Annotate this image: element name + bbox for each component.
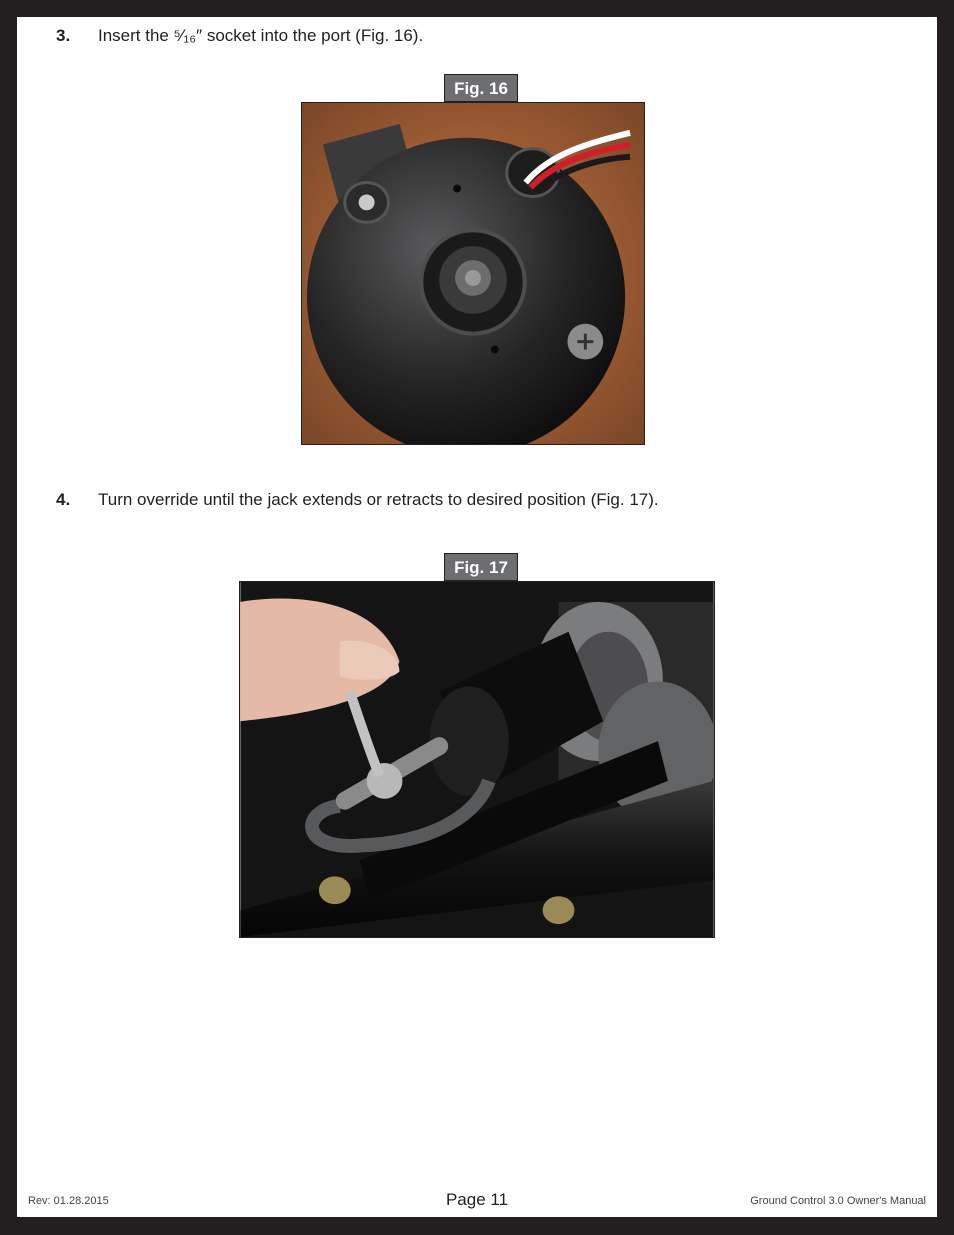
step-text: Turn override until the jack extends or retracts to desired position (Fig. 17). [98, 490, 659, 509]
manual-page [17, 17, 937, 1217]
step-number: 3. [56, 26, 71, 45]
figure-label-16: Fig. 16 [444, 74, 518, 102]
figure-16-photo [301, 102, 645, 445]
figure-label-17: Fig. 17 [444, 553, 518, 581]
motor-end-cap-photo [302, 103, 644, 444]
step-text: Insert the ⁵⁄₁₆″ socket into the port (Fig. 16). [98, 26, 424, 45]
figure-17-photo [239, 581, 715, 938]
revision-date: Rev: 01.28.2015 [28, 1195, 109, 1207]
step-number: 4. [56, 490, 71, 509]
manual-title: Ground Control 3.0 Owner's Manual [750, 1195, 926, 1207]
jack-override-photo [240, 582, 714, 937]
page-number: Page 11 [445, 1190, 509, 1209]
